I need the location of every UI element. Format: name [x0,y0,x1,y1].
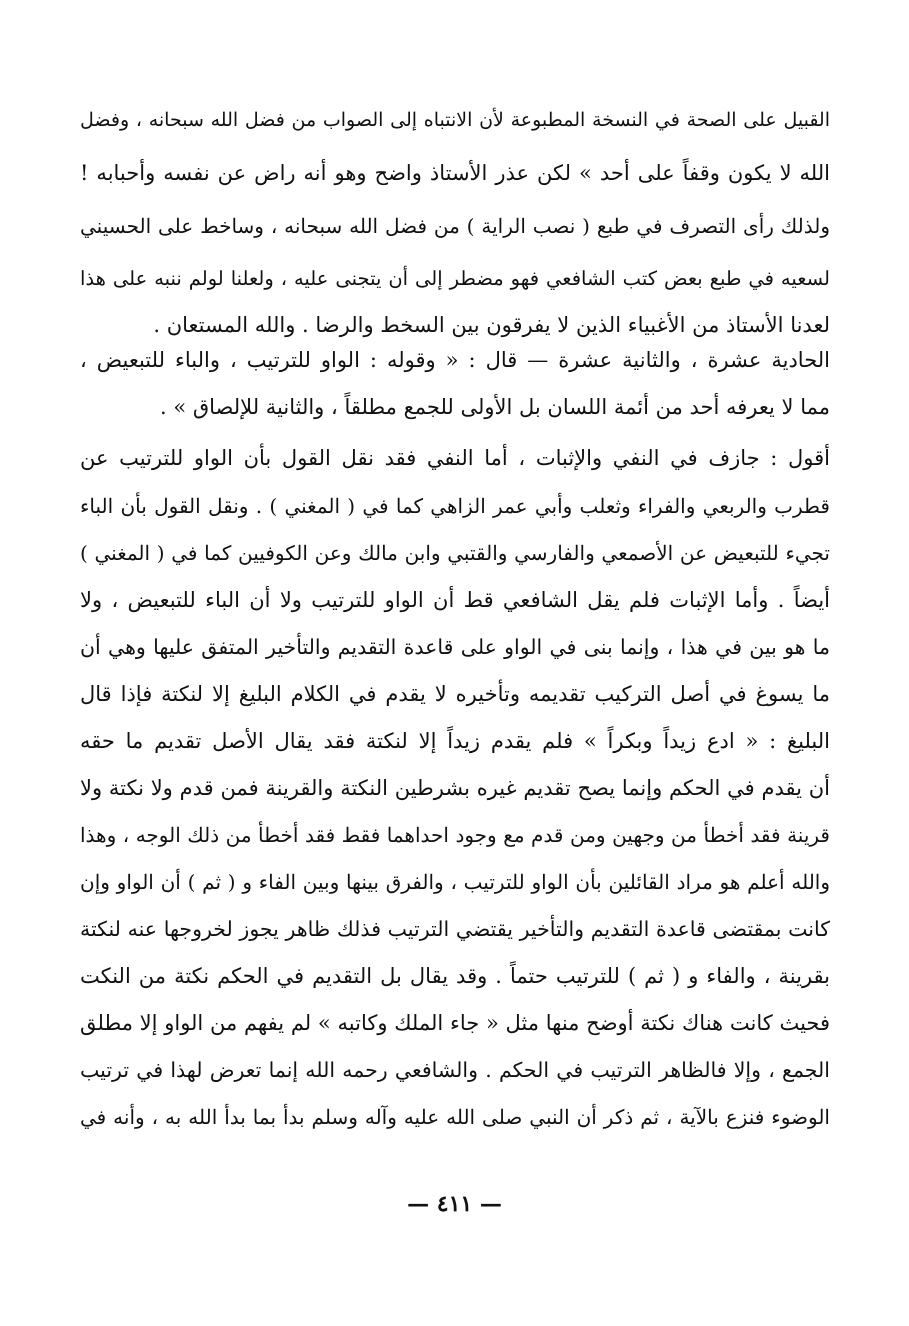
text-line: ما يسوغ في أصل التركيب تقديمه وتأخيره لا يقدم في الكلام البليغ إلا لنكتة فإذا قال [80,682,830,706]
text-line: تجيء للتبعيض عن الأصمعي والفارسي والقتبي وابن مالك وعن الكوفيين كما في ( المغني ) [80,541,830,565]
page-number: — ٤١١ — [407,1191,502,1217]
text-line: ما هو بين في هذا ، وإنما بنى في الواو على قاعدة التقديم والتأخير المتفق عليها وهي أن [80,635,830,659]
text-line: ولذلك رأى التصرف في طبع ( نصب الراية ) من فضل الله سبحانه ، وساخط على الحسيني [80,214,830,238]
text-line: لسعيه في طبع بعض كتب الشافعي فهو مضطر إلى أن يتجنى عليه ، ولعلنا لولم ننبه على هذا [80,267,830,290]
text-line: أقول : جازف في النفي والإثبات ، أما النفي فقد نقل القول بأن الواو للترتيب عن [80,446,830,470]
text-line: فحيث كانت هناك نكتة أوضح منها مثل « جاء الملك وكاتبه » لم يفهم من الواو إلا مطلق [80,1011,830,1035]
text-line: والله أعلم هو مراد القائلين بأن الواو للترتيب ، والفرق بينها وبين الفاء و ( ثم ) أن الواو وإن [80,870,830,894]
text-line: مما لا يعرفه أحد من أئمة اللسان بل الأولى للجمع مطلقاً ، والثانية للإلصاق » . [159,395,830,419]
text-line: كانت بمقتضى قاعدة التقديم والتأخير يقتضي الترتيب فذلك ظاهر يجوز لخروجها عنه لنكتة [80,917,830,941]
body-text [80,102,830,1182]
text-line: أيضاً . وأما الإثبات فلم يقل الشافعي قط أن الواو للترتيب ولا أن الباء للتبعيض ، ولا [80,588,830,612]
text-line: الجمع ، وإلا فالظاهر الترتيب في الحكم . والشافعي رحمه الله إنما تعرض لهذا في ترتيب [80,1058,830,1082]
text-line: الوضوء فنزع بالآية ، ثم ذكر أن النبي صلى الله عليه وآله وسلم بدأ بما بدأ الله به ، وأنه في [80,1105,830,1129]
text-line: قرينة فقد أخطأ من وجهين ومن قدم مع وجود احداهما فقط فقد أخطأ من ذلك الوجه ، وهذا [80,823,830,847]
text-line: الحادية عشرة ، والثانية عشرة — قال : « وقوله : الواو للترتيب ، والباء للتبعيض ، [80,348,830,372]
text-line: لعدنا الأستاذ من الأغبياء الذين لا يفرقون بين السخط والرضا . والله المستعان . [153,313,830,337]
text-line: بقرينة ، والفاء و ( ثم ) للترتيب حتماً . وقد يقال بل التقديم في الحكم نكتة من النكت [80,964,830,988]
text-line: أن يقدم في الحكم وإنما يصح تقديم غيره بشرطين النكتة والقرينة فمن قدم ولا نكتة ولا [80,776,830,800]
text-line: القبيل على الصحة في النسخة المطبوعة لأن الانتباه إلى الصواب من فضل الله سبحانه ، وفضل [80,109,830,131]
text-line: الله لا يكون وقفاً على أحد » لكن عذر الأستاذ واضح وهو أنه راض عن نفسه وأحبابه ! [80,161,830,185]
text-line: البليغ : « ادع زيداً وبكراً » فلم يقدم زيداً إلا لنكتة فقد يقال الأصل تقديم ما حقه [80,729,830,753]
text-line: قطرب والربعي والفراء وثعلب وأبي عمر الزاهي كما في ( المغني ) . ونقل القول بأن الباء [80,494,830,518]
